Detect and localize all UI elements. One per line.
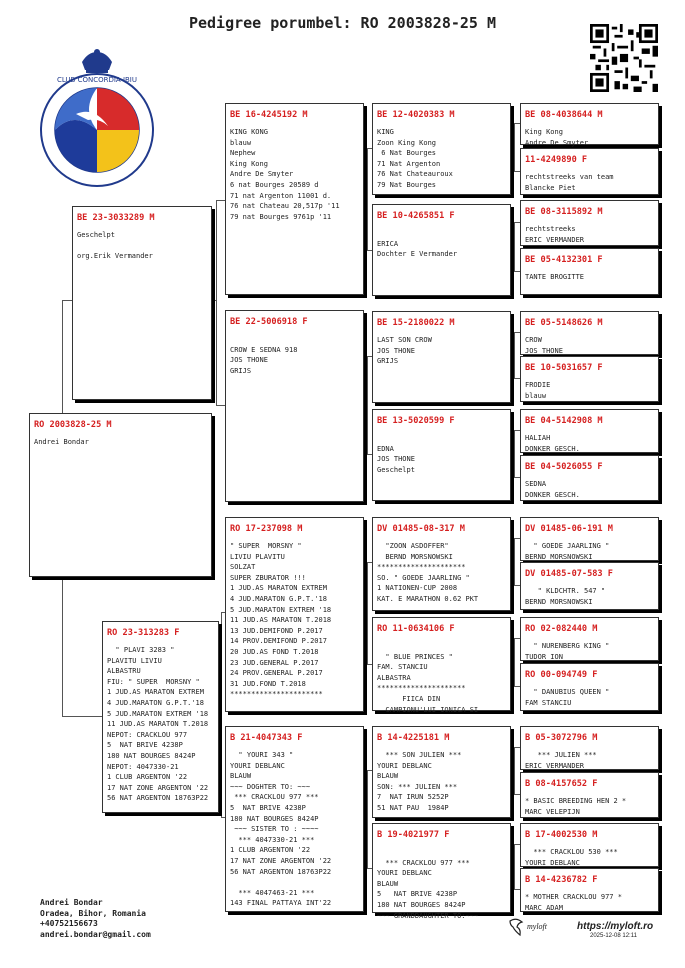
pigeon-detail-line: 79 nat Bourges 9761p '11: [230, 212, 332, 221]
pigeon-detail-line: ALBASTRA: [377, 673, 411, 682]
ring-number: DV 01485-07-583 F: [525, 569, 613, 579]
pigeon-detail-line: blauw: [230, 138, 252, 147]
pigeon-detail-line: PLAVITU LIVIU: [107, 656, 162, 665]
pedigree-card-s1: [520, 103, 659, 145]
pedigree-card-sire-dam: [225, 310, 364, 502]
pigeon-detail-line: [377, 228, 510, 239]
myloft-bird-icon: [508, 917, 526, 937]
pigeon-detail-line: 1 JUD.AS MARATON EXTREM: [230, 584, 327, 593]
pigeon-detail-line: FRODIE: [525, 381, 551, 389]
ring-number: BE 12-4020383 M: [377, 110, 455, 120]
ring-number: RO 2003828-25 M: [34, 420, 112, 430]
ring-number: BE 13-5020599 F: [377, 416, 455, 426]
pedigree-card-s14: [520, 772, 659, 818]
ring-number: RO 11-0634106 F: [377, 624, 455, 634]
pigeon-detail-line: BERND MORSNOWSKI: [525, 552, 593, 561]
ring-number: BE 23-3033289 M: [77, 213, 155, 223]
ring-number: B 08-4157652 F: [525, 779, 598, 789]
pigeon-detail-line: 7 NAT IRUN 5252P: [377, 793, 449, 802]
pigeon-detail-line: 11 JUD.AS MARATON T.2018: [107, 720, 209, 729]
pedigree-card-sire-sire: [225, 103, 364, 295]
pigeon-detail-line: 23 JUD.GENERAL P.2017: [230, 658, 319, 667]
pigeon-detail-line: *** CRACKLOU 977 ***: [230, 793, 319, 802]
connector-line: [62, 716, 102, 717]
pedigree-card-s15: [520, 823, 659, 867]
pigeon-detail-line: 13 JUD.DEMIFOND P.2017: [230, 626, 323, 635]
pigeon-detail-line: *** CRACKLOU 977 ***: [377, 858, 470, 867]
ring-number: RO 17-237098 M: [230, 524, 303, 534]
pigeon-detail-line: SO. " GOEDE JAARLING ": [377, 573, 470, 582]
owner-location: Oradea, Bihor, Romania: [40, 908, 146, 918]
pigeon-detail-line: [77, 241, 211, 252]
ring-number: 11-4249890 F: [525, 155, 588, 165]
pigeon-detail-line: EDNA: [377, 444, 394, 453]
pigeon-detail-line: KING: [377, 128, 394, 136]
ring-number: B 14-4225181 M: [377, 733, 450, 743]
pigeon-detail-line: * BASIC BREEDING HEN 2 *: [525, 797, 627, 805]
pigeon-detail-line: 31 JUD.FOND T.2018: [230, 679, 306, 688]
pigeon-detail-line: " KLDCHTR. 547 ": [525, 587, 606, 595]
ring-number: BE 04-5026055 F: [525, 462, 603, 472]
pigeon-detail-line: ~~~ DOGHTER TO: ~~~: [230, 782, 311, 791]
pigeon-detail-line: [230, 334, 363, 345]
pigeon-detail-line: " BLUE PRINCES ": [377, 652, 453, 661]
pigeon-detail-line: 56 NAT ARGENTON 18763P22: [230, 867, 332, 876]
connector-line: [514, 430, 515, 477]
pigeon-detail-line: 4 JUD.MARATON G.P.T.'18: [107, 698, 204, 707]
pigeon-detail-line: 71 Nat Argenton: [377, 159, 441, 168]
pigeon-detail-line: 20 JUD.AS FOND T.2018: [230, 647, 319, 656]
pigeon-detail-line: DONKER GESCH.: [525, 444, 580, 453]
pigeon-detail-line: Blancke Piet: [525, 183, 576, 192]
pigeon-detail-line: 14 PROV.DEMIFOND P.2017: [230, 637, 327, 646]
pigeon-detail-line: 17 NAT ZONE ARGENTON '22: [107, 783, 209, 792]
pigeon-detail-line: 1 NATIONEN-CUP 2008: [377, 584, 458, 593]
ring-number: BE 22-5006918 F: [230, 317, 308, 327]
ring-number: B 05-3072796 M: [525, 733, 598, 743]
pigeon-detail-line: ~~~ SISTER TO : ~~~~: [230, 825, 319, 834]
ring-number: BE 04-5142908 M: [525, 416, 603, 426]
pedigree-card-s7: [520, 409, 659, 453]
connector-line: [514, 844, 515, 889]
pedigree-card-dam-dam-dam: [372, 823, 511, 920]
ring-number: BE 10-5031657 F: [525, 363, 603, 373]
pigeon-detail-line: YOURI DEBLANC: [377, 869, 432, 878]
pigeon-detail-line: Geschelpt: [377, 465, 415, 474]
pigeon-detail-line: 5 JUD.MARATON EXTREM '18: [230, 605, 332, 614]
pigeon-detail-line: ERIC VERMANDER: [525, 235, 585, 244]
pigeon-detail-line: rechtstreeks van team: [525, 173, 614, 181]
pigeon-detail-line: *** JULIEN ***: [525, 751, 597, 759]
pedigree-card-dam-sire: [225, 517, 364, 712]
ring-number: RO 23-313283 F: [107, 628, 180, 638]
pigeon-detail-line: 180 NAT BOURGES 8424P: [230, 814, 319, 823]
page-title: Pedigree porumbel: RO 2003828-25 M: [188, 14, 497, 32]
pigeon-detail-line: BERND MORSNOWSKI: [525, 597, 593, 606]
ring-number: BE 15-2180022 M: [377, 318, 455, 328]
pedigree-card-sire-sire-sire: [372, 103, 511, 195]
pigeon-detail-line: LAST SON CROW: [377, 336, 432, 344]
pigeon-detail-line: * MOTHER CRACKLOU 977 *: [525, 893, 622, 901]
pigeon-detail-line: 17 NAT ZONE ARGENTON '22: [230, 856, 332, 865]
pedigree-card-sire-dam-sire: [372, 311, 511, 403]
club-logo: [36, 48, 158, 188]
pigeon-detail-line: CROW E SEDNA 918: [230, 345, 298, 354]
pigeon-detail-line: BLAUW: [377, 772, 399, 781]
pedigree-card-s13: [520, 726, 659, 770]
pedigree-card-s4: [520, 248, 659, 295]
pigeon-detail-line: *********************: [377, 563, 466, 572]
pigeon-detail-line: [377, 433, 510, 444]
pigeon-detail-line: 76 Nat Chateauroux: [377, 170, 453, 179]
pigeon-detail-line: LIVIU PLAVITU: [230, 552, 285, 561]
owner-name: Andrei Bondar: [40, 898, 103, 907]
pigeon-detail-line: JOS THONE: [377, 455, 415, 464]
pigeon-detail-line: DONKER GESCH.: [525, 490, 580, 499]
pigeon-detail-line: YOURI DEBLANC: [525, 858, 580, 867]
pigeon-detail-line: 56 NAT ARGENTON 18763P22: [107, 794, 209, 803]
pedigree-card-s10: [520, 562, 659, 610]
pigeon-detail-line: *********************: [377, 684, 466, 693]
connector-line: [367, 562, 368, 664]
pedigree-card-dam-sire-sire: [372, 517, 511, 611]
ring-number: BE 08-3115892 M: [525, 207, 603, 217]
connector-line: [514, 222, 515, 271]
connector-line: [514, 538, 515, 585]
pigeon-detail-line: 6 nat Bourges 20589 d: [230, 180, 319, 189]
pigeon-detail-line: King Kong: [230, 159, 268, 168]
pigeon-detail-line: blauw: [525, 391, 547, 400]
pigeon-detail-line: BLAUW: [377, 879, 399, 888]
pigeon-detail-line: BLAUW: [230, 772, 252, 781]
pedigree-card-s3: [520, 200, 659, 246]
pigeon-detail-line: TUDOR ION: [525, 652, 563, 661]
pigeon-detail-line: CROW: [525, 336, 542, 344]
print-date: 2025-12-08 12:11: [590, 933, 637, 939]
pigeon-detail-line: *** 4047463-21 ***: [230, 888, 315, 897]
connector-line: [62, 300, 63, 415]
pigeon-detail-line: JOS THONE: [230, 356, 268, 365]
pigeon-detail-line: 4 JUD.MARATON G.P.T.'18: [230, 594, 327, 603]
pigeon-detail-line: " SUPER MORSNY ": [230, 542, 302, 550]
pigeon-detail-line: 180 NAT BOURGES 8424P: [107, 751, 196, 760]
connector-line: [514, 332, 515, 378]
ring-number: B 17-4002530 M: [525, 830, 598, 840]
ring-number: BE 16-4245192 M: [230, 110, 308, 120]
pigeon-detail-line: ERICA: [377, 239, 399, 248]
pigeon-detail-line: " NURENBERG KING ": [525, 642, 610, 650]
pigeon-detail-line: CAMPIONU'LUI IONICA SI: [377, 705, 479, 714]
pigeon-detail-line: NEPOT: CRACKLOU 977: [107, 730, 188, 739]
pigeon-detail-line: [377, 641, 510, 652]
pigeon-detail-line: *** CRACKLOU 530 ***: [525, 848, 618, 856]
pigeon-detail-line: 1 CLUB ARGENTON '22: [230, 846, 311, 855]
pedigree-card-s16: [520, 868, 659, 912]
connector-line: [216, 200, 225, 201]
pedigree-card-dam: [102, 621, 219, 813]
owner-phone: +40752156673: [40, 919, 98, 928]
pigeon-detail-line: 1 JUD.AS MARATON EXTREM: [107, 688, 204, 697]
pigeon-detail-line: NEPOT: 4047330-21: [107, 762, 179, 771]
pigeon-detail-line: ALBASTRU: [107, 667, 141, 676]
connector-line: [216, 200, 217, 405]
pedigree-card-sire: [72, 206, 212, 400]
pigeon-detail-line: GRIJS: [230, 366, 252, 375]
pigeon-detail-line: King Kong: [525, 128, 563, 136]
pigeon-detail-line: HALIAH: [525, 434, 551, 442]
pedigree-card-dam-dam-sire: [372, 726, 511, 818]
pigeon-detail-line: KING KONG: [230, 128, 268, 136]
pigeon-detail-line: " DANUBIUS QUEEN ": [525, 688, 610, 696]
pigeon-detail-line: KAT. E MARATHON 0.62 PKT: [377, 594, 479, 603]
owner-email[interactable]: andrei.bondar@gmail.com: [40, 929, 151, 939]
ring-number: BE 08-4038644 M: [525, 110, 603, 120]
logo-text: CLUB CONCORDIA IBIU: [56, 76, 138, 84]
brand-name: myloft: [527, 922, 547, 931]
pigeon-detail-line: Nephew: [230, 149, 256, 158]
connector-line: [367, 770, 368, 868]
connector-line: [216, 405, 225, 406]
pedigree-card-sire-sire-dam: [372, 204, 511, 296]
connector-line: [514, 638, 515, 686]
pigeon-detail-line: 24 PROV.GENERAL P.2017: [230, 669, 323, 678]
pigeon-detail-line: TANTE BROGITTE: [525, 273, 585, 281]
pigeon-detail-line: MARC ADAM: [525, 903, 563, 912]
connector-line: [514, 123, 515, 171]
pedigree-card-sire-dam-dam: [372, 409, 511, 501]
pigeon-detail-line: JOS THONE: [377, 346, 415, 355]
pigeon-detail-line: "ZOON ASDOFFER": [377, 542, 449, 550]
pigeon-detail-line: FAM. STANCIU: [377, 663, 428, 672]
pedigree-card-s12: [520, 663, 659, 711]
pigeon-detail-line: SON: *** JULIEN ***: [377, 782, 458, 791]
pigeon-detail-line: org.Erik Vermander: [77, 252, 153, 261]
ring-number: RO 00-094749 F: [525, 670, 598, 680]
pedigree-card-dam-sire-dam: [372, 617, 511, 714]
connector-line: [62, 300, 72, 301]
pigeon-detail-line: Geschelpt: [77, 231, 115, 239]
ring-number: BE 10-4265851 F: [377, 211, 455, 221]
pigeon-detail-line: FAM STANCIU: [525, 698, 572, 707]
pigeon-detail-line: YOURI DEBLANC: [377, 761, 432, 770]
pigeon-detail-line: BERND MORSNOWSKI: [377, 552, 453, 561]
pigeon-detail-line: " GOEDE JAARLING ": [525, 542, 610, 550]
pigeon-detail-line: 11 JUD.AS MARATON T.2018: [230, 616, 332, 625]
ring-number: DV 01485-06-191 M: [525, 524, 613, 534]
pigeon-detail-line: SOLZAT: [230, 563, 256, 572]
pigeon-detail-line: ERIC VERMANDER: [525, 761, 585, 770]
pigeon-detail-line: SEDNA: [525, 480, 547, 488]
pigeon-detail-line: *** 4047330-21 ***: [230, 835, 315, 844]
pigeon-detail-line: 180 NAT BOURGES 8424P: [377, 900, 466, 909]
qr-code: [590, 24, 658, 92]
pigeon-detail-line: 51 NAT PAU 1984P: [377, 803, 449, 812]
connector-line: [367, 356, 368, 454]
pigeon-detail-line: Andre De Smyter: [525, 138, 589, 147]
pigeon-detail-line: Andrei Bondar: [34, 438, 89, 446]
pigeon-detail-line: 71 nat Argenton 11001 d.: [230, 191, 332, 200]
pedigree-card-s11: [520, 617, 659, 661]
pigeon-detail-line: ~~~ GRANDDAUGHTER TO:~~~: [377, 911, 479, 920]
pedigree-card-s8: [520, 455, 659, 501]
pigeon-detail-line: FIICA DIN: [377, 694, 441, 703]
pigeon-detail-line: 6 Nat Bourges: [377, 149, 437, 158]
pedigree-card-s2: [520, 148, 659, 195]
pigeon-detail-line: 5 JUD.MARATON EXTREM '18: [107, 709, 209, 718]
pigeon-detail-line: Dochter E Vermander: [377, 250, 458, 259]
pigeon-detail-line: 5 NAT BRIVE 4238P: [377, 890, 458, 899]
pigeon-detail-line: [230, 877, 363, 888]
pigeon-detail-line: [377, 847, 510, 858]
ring-number: BE 05-5148626 M: [525, 318, 603, 328]
brand-url[interactable]: https://myloft.ro: [577, 921, 654, 932]
owner-contact: [40, 898, 151, 940]
pigeon-detail-line: FIU: " SUPER MORSNY ": [107, 677, 200, 686]
connector-line: [62, 575, 63, 717]
pigeon-detail-line: MARC VELEPIJN: [525, 807, 580, 816]
pigeon-detail-line: YOURI DEBLANC: [230, 761, 285, 770]
ring-number: DV 01485-08-317 M: [377, 524, 465, 534]
pigeon-detail-line: 1 CLUB ARGENTON '22: [107, 773, 188, 782]
pigeon-detail-line: 79 Nat Bourges: [377, 180, 437, 189]
ring-number: B 14-4236782 F: [525, 875, 598, 885]
pigeon-detail-line: 5 NAT BRIVE 4238P: [230, 803, 306, 812]
pedigree-card-dam-dam: [225, 726, 364, 912]
pedigree-card-s9: [520, 517, 659, 561]
pigeon-detail-line: 76 nat Chateau 20,517p '11: [230, 202, 340, 211]
pigeon-detail-line: JOS THONE: [525, 346, 563, 355]
ring-number: B 21-4047343 F: [230, 733, 303, 743]
connector-line: [514, 747, 515, 794]
connector-line: [221, 612, 222, 817]
pigeon-detail-line: " PLAVI 3283 ": [107, 646, 175, 654]
pigeon-detail-line: **********************: [230, 690, 323, 699]
pedigree-card-gen0: [29, 413, 212, 577]
ring-number: BE 05-4132301 F: [525, 255, 603, 265]
pigeon-detail-line: Andre De Smyter: [230, 170, 294, 179]
pedigree-card-s5: [520, 311, 659, 355]
pigeon-detail-line: Zoon King Kong: [377, 138, 437, 147]
connector-line: [367, 148, 368, 250]
pigeon-detail-line: rechtstreeks: [525, 225, 576, 233]
pigeon-detail-line: " YOURI 343 ": [230, 751, 294, 759]
pigeon-detail-line: *** SON JULIEN ***: [377, 751, 462, 759]
ring-number: RO 02-082440 M: [525, 624, 598, 634]
pigeon-detail-line: SUPER ZBURATOR !!!: [230, 573, 306, 582]
pigeon-detail-line: 143 FINAL PATTAYA INT'22: [230, 899, 332, 908]
pigeon-detail-line: 5 NAT BRIVE 4238P: [107, 741, 183, 750]
ring-number: B 19-4021977 F: [377, 830, 450, 840]
pedigree-card-s6: [520, 356, 659, 402]
pigeon-detail-line: GRIJS: [377, 357, 399, 366]
